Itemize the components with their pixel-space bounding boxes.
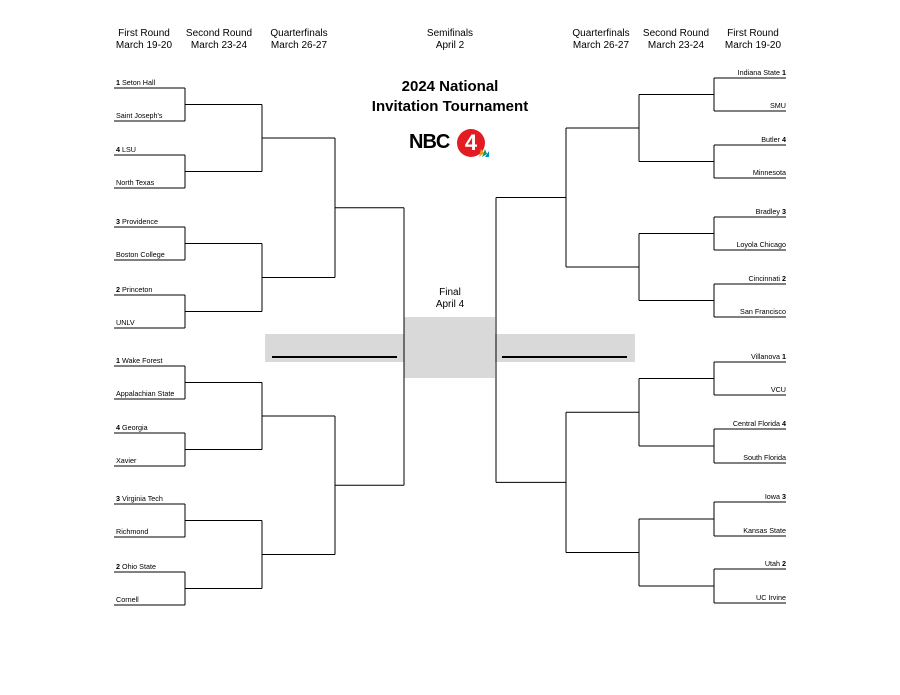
team-name: Princeton [122, 285, 153, 294]
team-label-left [116, 250, 165, 259]
team-label-right [756, 593, 786, 602]
final-name: Final [439, 287, 461, 298]
final-box [404, 317, 495, 378]
team-seed: 1 [782, 68, 786, 77]
team-label-right [733, 419, 786, 428]
team-label-left [116, 78, 155, 87]
team-label-right [765, 492, 786, 501]
team-label-left [116, 178, 154, 187]
team-name: Cornell [116, 595, 139, 604]
team-name: VCU [770, 385, 786, 394]
team-name: Georgia [122, 423, 148, 432]
team-seed: 4 [782, 135, 786, 144]
team-label-left [116, 145, 136, 154]
team-name: UNLV [116, 318, 135, 327]
team-name: SMU [770, 101, 786, 110]
team-label-right [740, 307, 786, 316]
team-seed: 4 [782, 419, 786, 428]
team-seed: 3 [116, 494, 120, 503]
team-label-right [751, 352, 786, 361]
team-seed: 3 [782, 207, 786, 216]
team-seed: 3 [782, 492, 786, 501]
team-label-right [756, 207, 786, 216]
team-label-left [116, 494, 163, 503]
team-seed: 1 [116, 78, 120, 87]
round-dates: March 26-27 [572, 40, 630, 51]
round-name: First Round [118, 28, 170, 39]
team-name: Providence [122, 217, 158, 226]
team-seed: 4 [116, 423, 120, 432]
team-label-left [116, 595, 139, 604]
round-name: Quarterfinals [270, 28, 328, 39]
team-seed: 2 [116, 285, 120, 294]
team-seed: 1 [782, 352, 786, 361]
team-label-left [116, 389, 174, 398]
team-name: Butler [761, 135, 780, 144]
team-name: Bradley [755, 207, 780, 216]
team-label-right [743, 526, 786, 535]
round-dates: March 26-27 [270, 40, 328, 51]
team-name: Minnesota [752, 168, 786, 177]
logo-text: NBC [409, 131, 450, 153]
team-name: LSU [122, 145, 136, 154]
team-label-right [748, 274, 786, 283]
team-label-left [116, 356, 162, 365]
final-area [265, 317, 635, 378]
team-label-left [116, 285, 152, 294]
team-name: Central Florida [732, 419, 780, 428]
team-name: Indiana State [737, 68, 780, 77]
round-dates: March 23-24 [647, 40, 705, 51]
team-label-right [743, 453, 786, 462]
round-name: First Round [727, 28, 779, 39]
team-name: Xavier [116, 456, 137, 465]
team-name: Virginia Tech [122, 494, 163, 503]
team-seed: 1 [116, 356, 120, 365]
round-dates: March 19-20 [115, 40, 173, 51]
logo-number: 4 [464, 130, 478, 155]
team-name: Boston College [116, 250, 165, 259]
title-line-2: Invitation Tournament [371, 98, 529, 115]
team-name: Loyola Chicago [736, 240, 786, 249]
team-name: Iowa [764, 492, 780, 501]
team-name: Utah [764, 559, 780, 568]
team-label-left [116, 423, 148, 432]
team-seed: 4 [116, 145, 120, 154]
team-name: Seton Hall [122, 78, 156, 87]
team-label-left [116, 456, 136, 465]
team-name: Richmond [116, 527, 149, 536]
team-name: Kansas State [743, 526, 786, 535]
team-label-left [116, 527, 148, 536]
team-seed: 3 [116, 217, 120, 226]
team-label-right [736, 240, 786, 249]
team-label-left [116, 217, 158, 226]
title-line-1: 2024 National [401, 78, 499, 95]
round-dates: March 19-20 [724, 40, 782, 51]
team-seed: 2 [782, 559, 786, 568]
team-label-right [765, 559, 786, 568]
round-name: Quarterfinals [572, 28, 630, 39]
team-name: Cincinnati [748, 274, 780, 283]
team-name: Saint Joseph's [116, 111, 163, 120]
team-label-left [116, 562, 156, 571]
team-name: North Texas [116, 178, 155, 187]
round-name: Second Round [185, 28, 253, 39]
round-dates: March 23-24 [190, 40, 248, 51]
team-name: UC Irvine [756, 593, 786, 602]
team-name: Ohio State [122, 562, 156, 571]
team-seed: 2 [116, 562, 120, 571]
final-dates: April 4 [435, 299, 465, 310]
team-seed: 2 [782, 274, 786, 283]
team-label-right [770, 101, 786, 110]
team-label-left [116, 318, 135, 327]
team-name: South Florida [743, 453, 786, 462]
round-name: Semifinals [426, 28, 474, 39]
round-dates: April 2 [435, 40, 465, 51]
team-label-right [771, 385, 786, 394]
team-name: Wake Forest [122, 356, 163, 365]
team-label-right [753, 168, 786, 177]
round-name: Second Round [642, 28, 710, 39]
team-label-right [761, 135, 786, 144]
team-label-right [738, 68, 786, 77]
team-label-left [116, 111, 163, 120]
team-name: San Francisco [740, 307, 786, 316]
team-name: Appalachian State [116, 389, 175, 398]
team-name: Villanova [750, 352, 780, 361]
